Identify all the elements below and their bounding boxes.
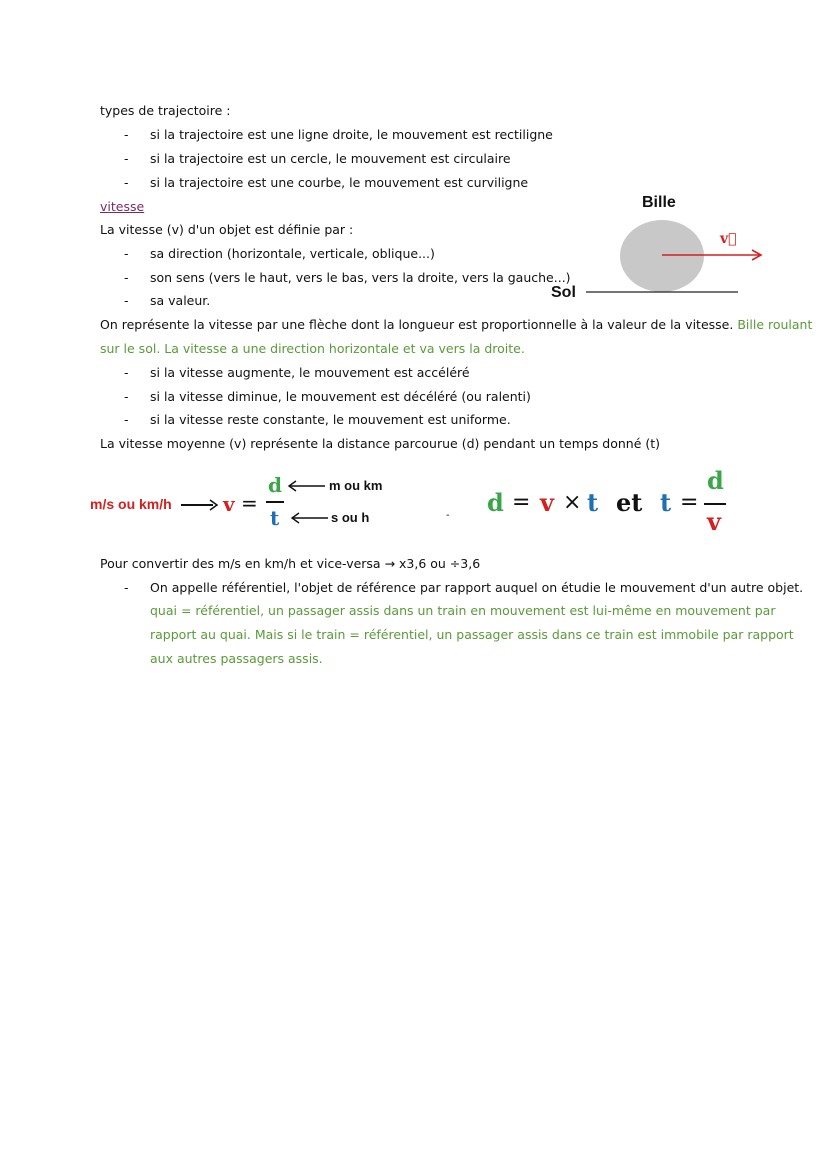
- motion-item-2: si la vitesse diminue, le mouvement est décéléré (ou ralenti): [150, 389, 531, 404]
- eq2-equals: =: [512, 490, 531, 515]
- paragraph-line1: [100, 317, 812, 333]
- motion-item-1: si la vitesse augmente, le mouvement est accéléré: [150, 365, 470, 380]
- vector-v-label: v⃗: [720, 231, 737, 247]
- vitesse-item-1: sa direction (horizontale, verticale, oblique...): [150, 246, 435, 261]
- eq3-v: v: [707, 507, 721, 536]
- formula-t: t: [270, 506, 280, 530]
- referentiel-example-1: quai = référentiel, un passager assis dans un train en mouvement est lui-même en mouvement par: [150, 603, 776, 618]
- eq3-t: t: [660, 488, 672, 517]
- bille-figure: [580, 215, 770, 300]
- eq3-d: d: [707, 466, 724, 495]
- formula-equals: =: [241, 491, 258, 515]
- bullet-dash: -: [124, 365, 129, 380]
- eq3-equals: =: [680, 490, 699, 515]
- conversion-text: Pour convertir des m/s en km/h et vice-versa → x3,6 ou ÷3,6: [100, 556, 481, 571]
- t-unit: s ou h: [331, 510, 370, 525]
- vitesse-item-3: sa valeur.: [150, 293, 211, 308]
- eq2-v: v: [540, 488, 554, 517]
- referentiel-example-3: aux autres passagers assis.: [150, 651, 323, 666]
- eq3-fraction-bar: [704, 503, 726, 505]
- referentiel-example-2: rapport au quai. Mais si le train = référentiel, un passager assis dans ce train est immobile par rapport: [150, 627, 794, 642]
- ball-circle: [620, 220, 704, 292]
- referentiel-definition: On appelle référentiel, l'objet de référence par rapport auquel on étudie le mouvement d'un autre objet.: [150, 580, 804, 595]
- para-green: Bille roulant: [737, 317, 813, 332]
- types-item-2: si la trajectoire est un cercle, le mouvement est circulaire: [150, 151, 511, 166]
- bullet-dash: -: [124, 270, 129, 285]
- vitesse-item-2: son sens (vers le haut, vers le bas, vers la droite, vers la gauche...): [150, 270, 571, 285]
- formula-separator: -: [446, 510, 450, 521]
- bullet-dash: -: [124, 127, 129, 142]
- d-unit-arrow: [287, 480, 327, 492]
- formula-d: d: [268, 473, 282, 497]
- units-left: m/s ou km/h: [90, 496, 172, 512]
- bullet-dash: -: [124, 389, 129, 404]
- bullet-dash: -: [124, 175, 129, 190]
- bullet-dash: -: [124, 246, 129, 261]
- types-item-3: si la trajectoire est une courbe, le mouvement est curviligne: [150, 175, 529, 190]
- vitesse-moyenne: La vitesse moyenne (v) représente la distance parcourue (d) pendant un temps donné (t): [100, 436, 661, 451]
- eq2-times: ×: [563, 490, 582, 515]
- sol-label: Sol: [551, 284, 576, 301]
- units-arrow-head: [209, 499, 219, 511]
- para-black: On représente la vitesse par une flèche dont la longueur est proportionnelle à la valeur de la vitesse.: [100, 317, 734, 332]
- eq2-t: t: [587, 488, 599, 517]
- bullet-dash: -: [124, 580, 129, 595]
- t-unit-arrow: [290, 512, 330, 524]
- paragraph-line2: sur le sol. La vitesse a une direction horizontale et va vers la droite.: [100, 341, 525, 356]
- types-item-1: si la trajectoire est une ligne droite, le mouvement est rectiligne: [150, 127, 553, 142]
- types-title: types de trajectoire :: [100, 103, 231, 118]
- bullet-dash: -: [124, 412, 129, 427]
- vitesse-intro: La vitesse (v) d'un objet est définie par :: [100, 222, 354, 237]
- formula-v: v: [223, 492, 235, 516]
- bille-label: Bille: [642, 194, 676, 211]
- bullet-dash: -: [124, 293, 129, 308]
- et-word: et: [616, 488, 643, 517]
- eq2-d: d: [487, 488, 504, 517]
- d-unit: m ou km: [329, 478, 383, 493]
- motion-item-3: si la vitesse reste constante, le mouvement est uniforme.: [150, 412, 511, 427]
- vitesse-heading: vitesse: [100, 199, 145, 214]
- fraction-bar: [266, 501, 284, 503]
- bullet-dash: -: [124, 151, 129, 166]
